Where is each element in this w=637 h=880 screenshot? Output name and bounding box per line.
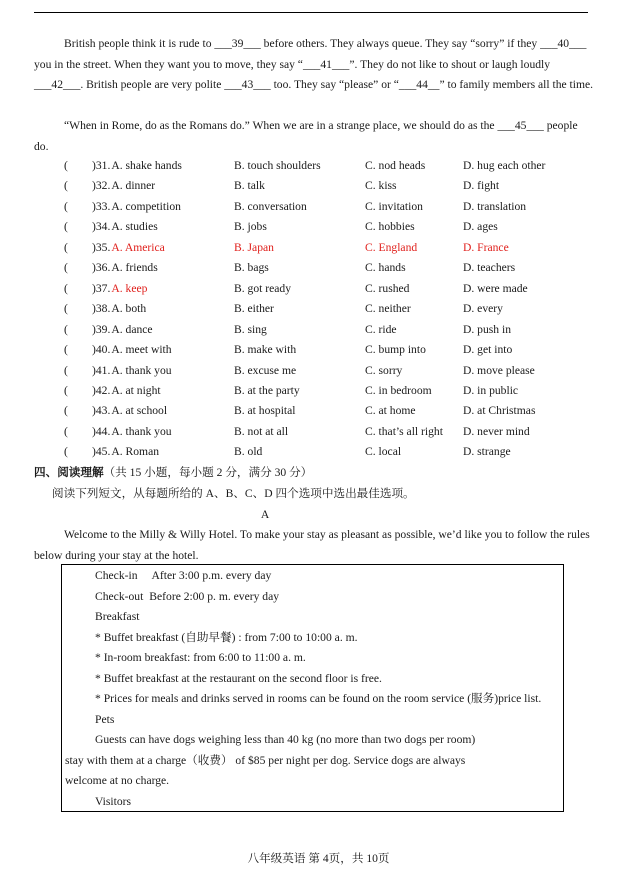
- question-number: )33.: [92, 199, 111, 213]
- option-a-text: A. studies: [111, 220, 158, 234]
- option-b: B. got ready: [234, 281, 291, 295]
- option-d: D. in public: [463, 383, 519, 397]
- option-c: C. that’s all right: [365, 424, 443, 438]
- option-b: B. at the party: [234, 383, 300, 397]
- question-number: )31.: [92, 159, 111, 172]
- option-d: D. teachers: [463, 261, 516, 275]
- option-b: B. not at all: [234, 424, 289, 438]
- answer-paren: (: [64, 445, 68, 459]
- option-a: [92, 442, 159, 463]
- option-d: D. were made: [463, 281, 528, 295]
- question-number: )44.: [92, 424, 111, 438]
- option-a: [92, 279, 147, 300]
- question-number: )41.: [92, 363, 111, 377]
- option-c: C. invitation: [365, 199, 423, 213]
- option-c: C. local: [365, 445, 402, 459]
- section-title: 四、阅读理解: [34, 465, 104, 479]
- option-d: D. fight: [463, 179, 500, 193]
- option-d: D. strange: [463, 445, 511, 459]
- option-c: C. nod heads: [365, 159, 426, 172]
- answer-paren: (: [64, 424, 68, 438]
- option-a-text: A. shake hands: [111, 159, 182, 172]
- visitors-heading: Visitors: [95, 794, 132, 808]
- pets-line-3: welcome at no charge.: [65, 774, 170, 787]
- option-d: D. push in: [463, 322, 511, 336]
- hotel-rules-box: [61, 564, 564, 812]
- option-c: C. rushed: [365, 281, 410, 295]
- option-a: [92, 401, 167, 422]
- breakfast-rule-4: * Prices for meals and drinks served in rooms can be found on the room service (服务)price list.: [95, 692, 542, 705]
- answer-paren: (: [64, 281, 68, 295]
- option-b: B. old: [234, 445, 263, 459]
- breakfast-rule-1: * Buffet breakfast (自助早餐) : from 7:00 to 10:00 a. m.: [95, 630, 358, 644]
- section-note: （共 15 小题，每小题 2 分，满分 30 分）: [103, 466, 313, 479]
- option-a-text: A. dance: [111, 322, 153, 336]
- option-a: [92, 320, 153, 341]
- passage-intro: Welcome to the Milly & Willy Hotel. To make your stay as pleasant as possible, we’d like you to follow the rules below during your stay at the hotel.: [34, 528, 590, 562]
- option-row: [0, 442, 637, 463]
- option-b: B. either: [234, 302, 274, 316]
- section-instruction: 阅读下列短文，从每题所给的 A、B、C、D 四个选项中选出最佳选项。: [52, 487, 415, 500]
- question-number: )42.: [92, 383, 111, 397]
- option-row: [0, 381, 637, 402]
- option-a-text: A. thank you: [111, 424, 172, 438]
- option-a-text: A. dinner: [111, 179, 156, 193]
- option-c: C. ride: [365, 322, 397, 336]
- pets-heading: Pets: [95, 712, 115, 726]
- option-row: [0, 156, 637, 177]
- option-b: B. excuse me: [234, 363, 297, 377]
- checkin-row: [95, 566, 271, 587]
- option-b: B. talk: [234, 179, 265, 193]
- option-a: [92, 422, 172, 443]
- answer-paren: (: [64, 404, 68, 418]
- checkout-row: [95, 587, 279, 608]
- option-d: D. every: [463, 302, 503, 316]
- question-number: )45.: [92, 445, 111, 459]
- option-row: [0, 176, 637, 197]
- breakfast-rule-3: * Buffet breakfast at the restaurant on the second floor is free.: [95, 671, 382, 685]
- option-c: C. in bedroom: [365, 383, 432, 397]
- option-row: [0, 320, 637, 341]
- option-c: C. sorry: [365, 363, 403, 377]
- option-a: [92, 217, 158, 238]
- option-c: C. kiss: [365, 179, 397, 193]
- breakfast-rule-2: * In-room breakfast: from 6:00 to 11:00 a. m.: [95, 651, 306, 664]
- option-a-text: A. competition: [111, 199, 181, 213]
- option-d: D. never mind: [463, 424, 530, 438]
- option-c: C. England: [365, 240, 418, 254]
- answer-paren: (: [64, 240, 68, 254]
- option-c: C. at home: [365, 404, 416, 418]
- answer-paren: (: [64, 179, 68, 193]
- option-b: B. Japan: [234, 240, 274, 254]
- checkin-label: Check-in: [95, 569, 138, 582]
- question-number: )32.: [92, 179, 111, 193]
- option-c: C. neither: [365, 302, 411, 316]
- option-row: [0, 361, 637, 382]
- option-a: [92, 197, 181, 218]
- option-a-text: A. thank you: [111, 363, 172, 377]
- cloze-paragraph-2: “When in Rome, do as the Romans do.” When we are in a strange place, we should do as the ___45___ people do.: [34, 119, 578, 153]
- option-d: D. translation: [463, 199, 527, 213]
- option-row: [0, 258, 637, 279]
- option-a-text: A. Roman: [111, 445, 160, 459]
- answer-paren: (: [64, 199, 68, 213]
- option-row: [0, 299, 637, 320]
- option-a-text: A. America: [111, 240, 165, 254]
- option-d: D. hug each other: [463, 159, 546, 172]
- option-d: D. get into: [463, 343, 513, 357]
- question-number: )35.: [92, 240, 111, 254]
- option-a: [92, 238, 165, 259]
- option-row: [0, 279, 637, 300]
- question-number: )36.: [92, 261, 111, 275]
- option-b: B. conversation: [234, 199, 307, 213]
- option-a: [92, 176, 155, 197]
- question-number: )40.: [92, 343, 111, 357]
- breakfast-heading: Breakfast: [95, 610, 140, 623]
- option-b: B. sing: [234, 322, 267, 336]
- option-a-text: A. meet with: [111, 343, 172, 357]
- option-b: B. jobs: [234, 220, 267, 234]
- page-footer: 八年级英语 第 4页，共 10页: [247, 852, 390, 865]
- answer-paren: (: [64, 261, 68, 275]
- answer-paren: (: [64, 322, 68, 336]
- option-a: [92, 299, 146, 320]
- option-row: [0, 340, 637, 361]
- option-a-text: A. both: [111, 302, 147, 316]
- question-number: )37.: [92, 281, 111, 295]
- option-c: C. bump into: [365, 343, 426, 357]
- question-number: )39.: [92, 322, 111, 336]
- option-a: [92, 340, 172, 361]
- option-b: B. bags: [234, 261, 269, 275]
- option-a-text: A. keep: [111, 281, 148, 295]
- pets-line-1: Guests can have dogs weighing less than 40 kg (no more than two dogs per room): [95, 733, 476, 746]
- option-row: [0, 422, 637, 443]
- pets-line-2: stay with them at a charge（收费） of $85 per night per dog. Service dogs are always: [65, 753, 466, 767]
- option-row: [0, 217, 637, 238]
- option-c: C. hobbies: [365, 220, 415, 234]
- option-d: D. ages: [463, 220, 498, 234]
- checkin-value: After 3:00 p.m. every day: [151, 569, 272, 582]
- answer-paren: (: [64, 159, 68, 172]
- option-a: [92, 156, 182, 177]
- option-a: [92, 361, 172, 382]
- question-number: )43.: [92, 404, 111, 418]
- option-row: [0, 401, 637, 422]
- answer-paren: (: [64, 383, 68, 397]
- option-a-text: A. at school: [111, 404, 168, 418]
- answer-paren: (: [64, 343, 68, 357]
- question-number: )38.: [92, 302, 111, 316]
- option-a: [92, 258, 158, 279]
- option-row: [0, 197, 637, 218]
- option-row: [0, 238, 637, 259]
- option-c: C. hands: [365, 261, 406, 275]
- passage-letter: A: [260, 508, 270, 521]
- checkout-value: Before 2:00 p. m. every day: [149, 589, 280, 603]
- option-a: [92, 381, 161, 402]
- cloze-paragraph-1: British people think it is rude to ___39___ before others. They always queue. They say “sorry” if they ___40___ you in the street. When they want you to move, they say “___41___”. They do not like to shout or laugh loudly ___42___. British people are very polite ___43___ too. They say “please” or “___44__” to family members all the time.: [34, 37, 594, 92]
- option-b: B. at hospital: [234, 404, 296, 418]
- option-d: D. France: [463, 240, 509, 254]
- option-d: D. move please: [463, 363, 535, 377]
- checkout-label: Check-out: [95, 589, 144, 603]
- option-a-text: A. friends: [111, 261, 158, 275]
- answer-paren: (: [64, 220, 68, 234]
- section-heading: [34, 462, 312, 483]
- answer-paren: (: [64, 302, 68, 316]
- question-number: )34.: [92, 220, 111, 234]
- option-a-text: A. at night: [111, 383, 161, 397]
- option-d: D. at Christmas: [463, 404, 536, 418]
- header-rule: [34, 12, 588, 13]
- option-b: B. make with: [234, 343, 297, 357]
- option-b: B. touch shoulders: [234, 159, 321, 172]
- answer-paren: (: [64, 363, 68, 377]
